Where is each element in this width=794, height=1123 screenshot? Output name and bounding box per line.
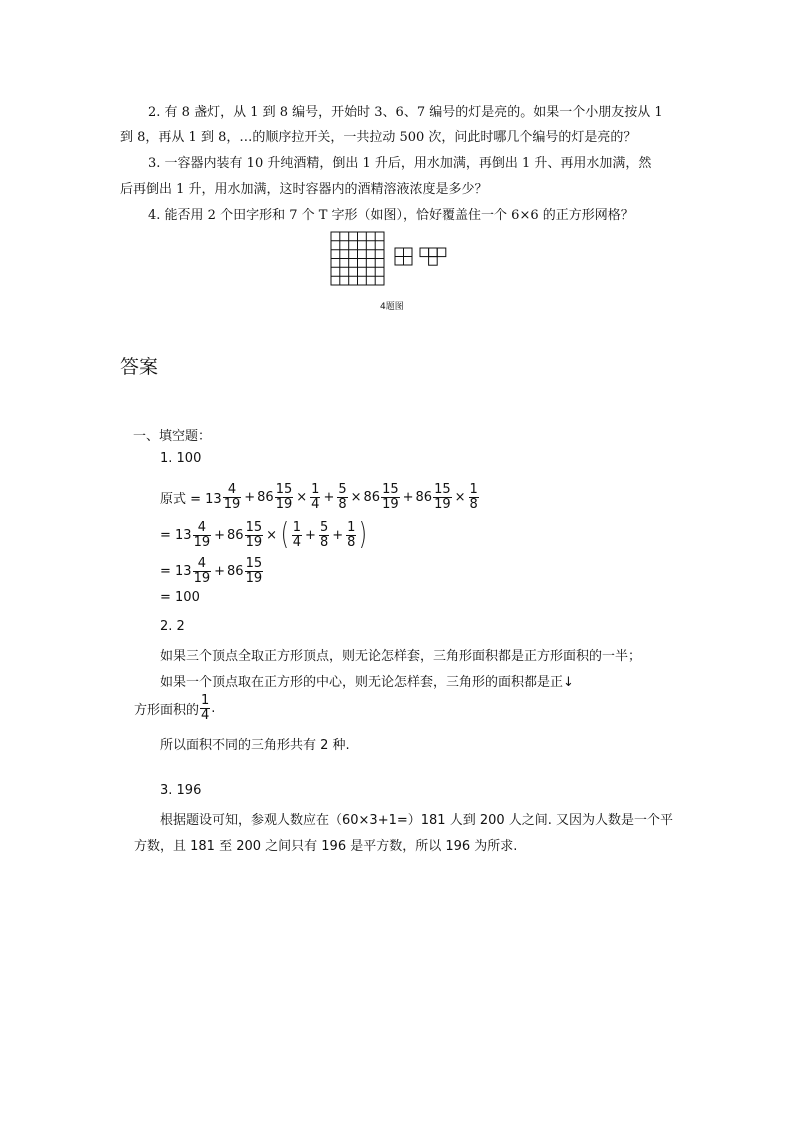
fraction: $\frac{15}{19}$: [382, 481, 399, 512]
answer2-line4: 所以面积不同的三角形共有 2 种.: [160, 738, 350, 753]
six-by-six-grid-figure: [330, 231, 385, 286]
math-text: 86: [227, 527, 244, 543]
fraction: $\frac{1}{8}$: [347, 519, 356, 550]
fraction: $\frac{4}{19}$: [193, 555, 211, 586]
math-text: 原式 = 13: [160, 491, 222, 507]
times-sign: ×: [350, 489, 362, 505]
fraction: $\frac{5}{8}$: [319, 519, 329, 550]
math-text: 86: [363, 489, 381, 505]
section-title: 一、填空题：: [133, 429, 212, 444]
answer1-line1: [160, 482, 480, 512]
fraction: $\frac{5}{8}$: [338, 481, 347, 512]
fraction: $\frac{15}{19}$: [275, 481, 293, 512]
answer2-line2: 如果一个顶点取在正方形的中心，则无论怎样套，三角形的面积都是正↓: [160, 675, 574, 690]
plus-sign: +: [402, 489, 414, 505]
t-shape-figure: [419, 247, 447, 266]
plus-sign: +: [214, 563, 226, 579]
answer3-line1: 根据题设可知，参观人数应在（60×3+1=）181 人到 200 人之间. 又因为人数是一个平: [160, 813, 674, 828]
math-text: 86: [227, 563, 244, 579]
q2-line1: 2. 有 8 盏灯，从 1 到 8 编号，开始时 3、6、7 编号的灯是亮的。如果一个小朋友按从 1: [148, 105, 663, 120]
math-text: .: [211, 700, 216, 716]
q3-line2: 后再倒出 1 升，用水加满，这时容器内的酒精溶液浓度是多少？: [120, 182, 488, 197]
answers-heading: 答案: [120, 356, 159, 378]
math-text: = 13: [160, 527, 192, 543]
answer2-line3: [134, 694, 215, 722]
fraction: $\frac{15}{19}$: [245, 555, 263, 586]
answer1-line4: = 100: [160, 590, 200, 605]
answer3-line2: 方数，且 181 至 200 之间只有 196 是平方数，所以 196 为所求.: [134, 839, 518, 854]
answer3-label: 3. 196: [160, 783, 202, 798]
fraction: $\frac{4}{19}$: [223, 481, 241, 512]
answer1-line3: [160, 556, 264, 586]
tian-shape-figure: [394, 247, 413, 266]
fraction: $\frac{1}{8}$: [469, 481, 478, 512]
answer1-line2: [160, 517, 369, 552]
fraction: $\frac{15}{19}$: [434, 481, 451, 512]
fraction: $\frac{15}{19}$: [245, 519, 263, 550]
math-text: 86: [257, 489, 274, 505]
math-text: 方形面积的: [134, 702, 200, 718]
times-sign: ×: [266, 527, 278, 543]
plus-sign: +: [305, 527, 316, 543]
figure-caption: 4题图: [380, 302, 404, 312]
times-sign: ×: [296, 489, 308, 505]
fraction: $\frac{1}{4}$: [292, 519, 302, 550]
fraction: $\frac{1}{4}$: [311, 481, 320, 512]
left-paren: (: [280, 517, 289, 552]
plus-sign: +: [244, 489, 256, 505]
answer2-label: 2. 2: [160, 619, 185, 634]
answer1-label: 1. 100: [160, 451, 202, 466]
fraction: $\frac{1}{4}$: [201, 693, 210, 723]
right-paren: ): [359, 517, 368, 552]
q2-line2: 到 8，再从 1 到 8，…的顺序拉开关，一共拉动 500 次，问此时哪几个编号的灯是亮的？: [120, 130, 637, 145]
q3-line1: 3. 一容器内装有 10 升纯酒精，倒出 1 升后，用水加满，再倒出 1 升、再用水加满，然: [148, 156, 652, 171]
math-text: 86: [415, 489, 433, 505]
answer2-line1: 如果三个顶点全取正方形顶点，则无论怎样套，三角形面积都是正方形面积的一半；: [160, 649, 642, 664]
q4-line1: 4. 能否用 2 个田字形和 7 个 T 字形（如图），恰好覆盖住一个 6×6 的正方形网格？: [148, 208, 634, 223]
fraction: $\frac{4}{19}$: [193, 519, 211, 550]
plus-sign: +: [214, 527, 226, 543]
times-sign: ×: [454, 489, 466, 505]
math-text: = 13: [160, 563, 192, 579]
plus-sign: +: [323, 489, 335, 505]
plus-sign: +: [332, 527, 344, 543]
